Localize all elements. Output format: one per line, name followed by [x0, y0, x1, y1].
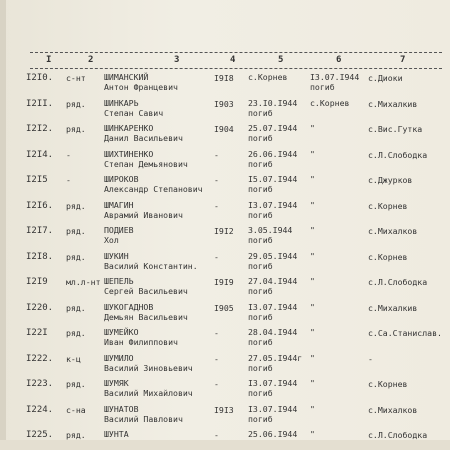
record-number: I225. [26, 430, 54, 440]
record-number: I2I7. [26, 226, 54, 236]
table-row [0, 353, 450, 379]
surname: ШУКОГАДНОВ [104, 301, 154, 312]
paper-bottom-shade [0, 440, 450, 450]
rank: ряд. [66, 251, 86, 262]
table-row [0, 404, 450, 430]
date: 25.06.I944 [248, 429, 298, 439]
burial-place: - [368, 353, 373, 364]
header-rule-top [30, 52, 442, 53]
col6-top: " [310, 327, 315, 337]
burial-place: с.Л.Слободка [368, 277, 428, 287]
record-number: I2I8. [26, 251, 54, 262]
col6-top: " [310, 123, 315, 133]
surname: ШУМЕЙКО [104, 327, 139, 337]
date: 29.05.I944 [248, 250, 298, 261]
burial-place: с.Корнев [368, 251, 408, 262]
given-name: Хол [104, 235, 119, 245]
rank: ряд. [66, 379, 86, 389]
surname: ШИРОКОВ [104, 174, 139, 184]
date: I3.07.I944 [248, 403, 298, 414]
col-header-1: I [46, 55, 52, 65]
table-row [0, 200, 450, 226]
rank: с-нт [66, 73, 86, 83]
surname: ШУКИН [104, 250, 129, 261]
col-header-2: 2 [88, 55, 94, 65]
fate: погиб [248, 362, 273, 373]
col6-top: " [310, 174, 315, 184]
table-row [0, 276, 450, 302]
date: 26.06.I944 [248, 148, 298, 159]
record-number: I222. [26, 353, 54, 364]
burial-place: с.Михалков [368, 404, 418, 415]
table-row [0, 174, 450, 200]
surname: ШМАГИН [104, 199, 134, 210]
burial-place: с.Михалкив [368, 98, 418, 109]
birth-year: - [214, 149, 219, 160]
col6-top: I3.07.I944 [310, 72, 360, 82]
record-number: I224. [26, 404, 54, 415]
birth-year: - [214, 175, 219, 185]
date: I3.07.I944 [248, 301, 298, 312]
burial-place: с.Джурков [368, 175, 413, 185]
birth-year: I9I8 [214, 73, 234, 83]
given-name: Сергей Васильевич [104, 286, 188, 296]
rank: ряд. [66, 98, 86, 109]
burial-place: с.Михалкив [368, 302, 418, 313]
given-name: Степан Савич [104, 107, 164, 118]
fate: погиб [248, 184, 273, 194]
given-name: Василий Константин. [104, 260, 198, 271]
fate: погиб [248, 388, 273, 398]
date: с.Корнев [248, 72, 288, 82]
burial-place: с.Корнев [368, 200, 408, 211]
date: 25.07.I944 [248, 123, 298, 133]
column-header-row [30, 55, 442, 69]
fate: погиб [248, 133, 273, 143]
date: 27.05.I944г [248, 352, 303, 363]
surname: ШУМИЛО [104, 352, 134, 363]
surname: ШУМЯК [104, 378, 129, 388]
fate: погиб [248, 158, 273, 169]
birth-year: - [214, 251, 219, 262]
rank: ряд. [66, 124, 86, 134]
table-row [0, 123, 450, 149]
surname: ШИНКАРЬ [104, 97, 139, 108]
birth-year: I904 [214, 124, 234, 134]
record-number: I22I [26, 328, 48, 338]
surname: ШИХТИНЕНКО [104, 148, 154, 159]
record-number: I2I0. [26, 73, 54, 83]
burial-place: с.Корнев [368, 379, 408, 389]
table-row [0, 327, 450, 353]
record-number: I2I6. [26, 200, 54, 211]
table-row [0, 302, 450, 328]
fate: погиб [248, 260, 273, 271]
burial-place: с.Са.Станислав. [368, 328, 442, 338]
surname: ПОДИЕВ [104, 225, 134, 235]
table-row [0, 72, 450, 98]
table-row [0, 251, 450, 277]
date: I3.07.I944 [248, 199, 298, 210]
birth-year: I903 [214, 98, 234, 109]
fate: погиб [248, 311, 273, 322]
rank: ряд. [66, 200, 86, 211]
given-name: Иван Филиппович [104, 337, 178, 347]
birth-year: - [214, 328, 219, 338]
col6-bottom: погиб [310, 82, 335, 92]
fate: погиб [248, 107, 273, 118]
rank: - [66, 149, 71, 160]
surname: ШУНАТОВ [104, 403, 139, 414]
fate: погиб [248, 413, 273, 424]
burial-place: с.Вис.Гутка [368, 124, 423, 134]
rank: с-на [66, 404, 86, 415]
table-row [0, 225, 450, 251]
burial-place: с.Диоки [368, 73, 403, 83]
birth-year: - [214, 430, 219, 440]
col6-top: " [310, 429, 315, 439]
col6-top: " [310, 250, 315, 261]
birth-year: I905 [214, 302, 234, 313]
fate: погиб [248, 286, 273, 296]
date: I5.07.I944 [248, 174, 298, 184]
col6-top: " [310, 378, 315, 388]
rank: к-ц [66, 353, 81, 364]
given-name: Аврамий Иванович [104, 209, 183, 220]
given-name: Степан Демьянович [104, 158, 188, 169]
record-number: I220. [26, 302, 54, 313]
record-number: I2I9 [26, 277, 48, 287]
surname: ШЕПЕЛЬ [104, 276, 134, 286]
col6-top: " [310, 276, 315, 286]
surname: ШУНТА [104, 429, 129, 439]
date: 23.I0.I944 [248, 97, 298, 108]
record-number: I2I5 [26, 175, 48, 185]
col6-top: " [310, 225, 315, 235]
rank: ряд. [66, 302, 86, 313]
birth-year: - [214, 379, 219, 389]
record-number: I2II. [26, 98, 54, 109]
record-number: I2I2. [26, 124, 54, 134]
given-name: Василий Михайлович [104, 388, 193, 398]
burial-place: с.Л.Слободка [368, 149, 428, 160]
record-number: I223. [26, 379, 54, 389]
rank: ряд. [66, 430, 86, 440]
col6-top: " [310, 199, 315, 210]
col-header-4: 4 [230, 55, 236, 65]
birth-year: - [214, 200, 219, 211]
table-row [0, 98, 450, 124]
col-header-6: 6 [336, 55, 342, 65]
col6-top: " [310, 352, 315, 363]
col-header-7: 7 [400, 55, 406, 65]
record-number: I2I4. [26, 149, 54, 160]
given-name: Антон Францевич [104, 82, 178, 92]
rank: ряд. [66, 328, 86, 338]
given-name: Василий Зиновьевич [104, 362, 193, 373]
col-header-3: 3 [174, 55, 180, 65]
date: 27.04.I944 [248, 276, 298, 286]
given-name: Данил Васильевич [104, 133, 183, 143]
fate: погиб [248, 235, 273, 245]
date: 3.05.I944 [248, 225, 293, 235]
table-row [0, 378, 450, 404]
date: 28.04.I944 [248, 327, 298, 337]
table-row [0, 149, 450, 175]
col6-top: " [310, 148, 315, 159]
col6-top: " [310, 403, 315, 414]
rank: ряд. [66, 226, 86, 236]
surname: ШИМАНСКИЙ [104, 72, 149, 82]
birth-year: I9I3 [214, 404, 234, 415]
birth-year: I9I9 [214, 277, 234, 287]
fate: погиб [248, 209, 273, 220]
header-rule-bottom [30, 68, 442, 69]
col-header-5: 5 [278, 55, 284, 65]
given-name: Василий Павлович [104, 413, 183, 424]
burial-place: с.Михалков [368, 226, 418, 236]
given-name: Александр Степанович [104, 184, 203, 194]
col6-top: " [310, 301, 315, 312]
fate: погиб [248, 337, 273, 347]
surname: ШИНКАРЕНКО [104, 123, 154, 133]
rank: мл.л-нт [66, 277, 101, 287]
rank: - [66, 175, 71, 185]
birth-year: - [214, 353, 219, 364]
date: I3.07.I944 [248, 378, 298, 388]
burial-place: с.Л.Слободка [368, 430, 428, 440]
birth-year: I9I2 [214, 226, 234, 236]
given-name: Демьян Васильевич [104, 311, 188, 322]
col6-top: с.Корнев [310, 97, 350, 108]
